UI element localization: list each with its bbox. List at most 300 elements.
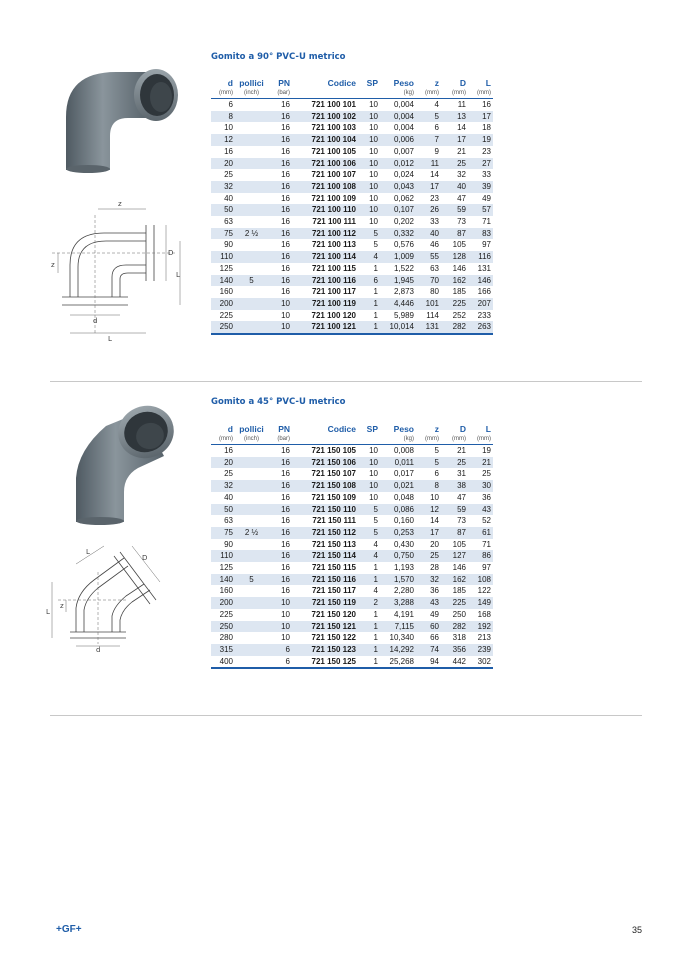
cell-D: 105 [452, 240, 466, 250]
cell-z: 36 [430, 586, 439, 596]
cell-codice: 721 100 102 [292, 111, 358, 123]
table-row [211, 310, 493, 322]
cell-sp: 4 [373, 586, 378, 596]
cell-sp: 10 [358, 204, 380, 216]
cell-d: 280 [219, 633, 233, 643]
col-header-z: z [434, 424, 439, 434]
cell-pollici [235, 504, 268, 516]
cell-D: 127 [441, 550, 468, 562]
col-header-L: L [485, 78, 491, 88]
dim-D-label: D [168, 249, 174, 257]
cell-D: 87 [441, 228, 468, 240]
table-row [211, 632, 493, 644]
cell-d: 315 [211, 644, 235, 656]
cell-codice: 721 100 119 [292, 298, 358, 310]
col-header-pn: PN [278, 424, 290, 434]
cell-pn: 16 [268, 550, 292, 562]
cell-z: 17 [416, 527, 441, 539]
cell-peso: 0,086 [380, 504, 416, 516]
cell-L: 213 [477, 633, 491, 643]
cell-pn: 16 [281, 193, 290, 203]
cell-D: 14 [457, 123, 466, 133]
cell-D: 185 [452, 586, 466, 596]
cell-sp: 10 [358, 457, 380, 469]
cell-d: 25 [224, 469, 233, 479]
cell-pn: 16 [268, 275, 292, 287]
cell-codice: 721 150 115 [311, 563, 356, 573]
cell-z: 5 [416, 457, 441, 469]
table-row [211, 656, 493, 669]
cell-codice: 721 150 125 [292, 656, 358, 669]
cell-d: 110 [211, 251, 235, 263]
table-header-row [211, 78, 493, 89]
cell-peso: 5,989 [393, 310, 414, 320]
cell-z: 14 [430, 516, 439, 526]
cell-d: 12 [211, 134, 235, 146]
cell-z: 70 [416, 275, 441, 287]
cell-pollici [235, 492, 268, 504]
cell-codice: 721 100 110 [292, 204, 358, 216]
cell-pn: 16 [281, 287, 290, 297]
elbow-45-table [211, 424, 493, 669]
cell-codice: 721 150 119 [292, 597, 358, 609]
cell-peso: 1,193 [393, 563, 414, 573]
cell-D: 225 [441, 298, 468, 310]
table-row [211, 263, 493, 275]
cell-sp: 10 [369, 146, 378, 156]
cell-pollici [235, 216, 268, 228]
cell-L: 108 [468, 574, 493, 586]
table-row [211, 492, 493, 504]
cell-D: 252 [452, 310, 466, 320]
cell-L: 207 [468, 298, 493, 310]
cell-d: 75 [211, 228, 235, 240]
cell-codice: 721 100 121 [292, 321, 358, 334]
cell-pn: 16 [268, 181, 292, 193]
cell-D: 59 [441, 504, 468, 516]
cell-pn: 16 [281, 563, 290, 573]
cell-pollici [235, 539, 268, 551]
cell-sp: 10 [358, 480, 380, 492]
cell-peso: 4,446 [380, 298, 416, 310]
elbow-45-photo [66, 400, 180, 528]
table-row [211, 146, 493, 158]
cell-L: 57 [468, 204, 493, 216]
cell-codice: 721 150 122 [311, 633, 356, 643]
cell-D: 146 [452, 263, 466, 273]
cell-pn: 16 [281, 586, 290, 596]
table-row [211, 204, 493, 216]
cell-D: 25 [441, 158, 468, 170]
section-90-title: Gomito a 90° PVC-U metrico [211, 52, 346, 62]
cell-z: 60 [416, 621, 441, 633]
cell-L: 131 [477, 263, 491, 273]
cell-L: 83 [468, 228, 493, 240]
cell-d: 140 [211, 275, 235, 287]
cell-pollici [235, 122, 268, 134]
cell-D: 356 [441, 644, 468, 656]
cell-pollici [235, 204, 268, 216]
table-row [211, 321, 493, 334]
cell-z: 7 [416, 134, 441, 146]
cell-L: 49 [482, 193, 491, 203]
cell-codice: 721 100 113 [311, 240, 356, 250]
page-number: 35 [632, 925, 643, 935]
cell-pollici: 2 ½ [235, 228, 268, 240]
cell-sp: 4 [358, 550, 380, 562]
cell-z: 5 [416, 111, 441, 123]
cell-L: 168 [477, 609, 491, 619]
unit-D: (mm) [441, 89, 468, 99]
cell-D: 38 [441, 480, 468, 492]
cell-pn: 10 [281, 633, 290, 643]
cell-peso: 10,014 [380, 321, 416, 334]
cell-codice: 721 100 111 [312, 217, 356, 227]
table-row [211, 228, 493, 240]
table-row [211, 562, 493, 574]
cell-peso: 10,340 [389, 633, 414, 643]
table-row [211, 550, 493, 562]
cell-L: 61 [468, 527, 493, 539]
col-header-pollici: pollici [239, 424, 264, 434]
cell-pollici: 5 [235, 275, 268, 287]
cell-D: 13 [441, 111, 468, 123]
cell-pollici [235, 158, 268, 170]
cell-peso: 0,021 [380, 480, 416, 492]
elbow-90-photo [58, 62, 186, 174]
elbow-45-drawing [46, 542, 166, 652]
cell-codice: 721 100 114 [292, 251, 358, 263]
cell-peso: 0,004 [393, 123, 414, 133]
col-header-codice: Codice [327, 78, 356, 88]
unit-codice [292, 435, 358, 445]
cell-sp: 1 [373, 263, 378, 273]
unit-pollici: (inch) [235, 435, 268, 445]
cell-D: 250 [452, 609, 466, 619]
cell-sp: 10 [369, 446, 378, 455]
table-row [211, 585, 493, 597]
cell-pn: 6 [268, 656, 292, 669]
cell-pn: 10 [268, 321, 292, 334]
cell-codice: 721 100 112 [292, 228, 358, 240]
cell-sp: 10 [358, 134, 380, 146]
cell-d: 400 [211, 656, 235, 669]
cell-peso: 1,009 [380, 251, 416, 263]
cell-pollici [235, 445, 268, 457]
table-row [211, 574, 493, 586]
cell-pn: 16 [281, 146, 290, 156]
cell-pn: 16 [281, 170, 290, 180]
cell-peso: 3,288 [380, 597, 416, 609]
cell-z: 55 [416, 251, 441, 263]
cell-L: 19 [468, 134, 493, 146]
cell-L: 43 [468, 504, 493, 516]
dim45-z-label: z [60, 602, 64, 610]
cell-z: 11 [416, 158, 441, 170]
cell-z: 25 [416, 550, 441, 562]
col-header-sp: SP [366, 424, 378, 434]
cell-z: 4 [434, 100, 439, 109]
cell-sp: 5 [358, 527, 380, 539]
cell-z: 20 [430, 539, 439, 549]
cell-d: 40 [224, 492, 233, 502]
cell-peso: 14,292 [380, 644, 416, 656]
cell-L: 86 [468, 550, 493, 562]
cell-codice: 721 150 107 [311, 469, 356, 479]
cell-d: 63 [224, 516, 233, 526]
cell-L: 18 [482, 123, 491, 133]
cell-peso: 0,107 [380, 204, 416, 216]
cell-pollici [235, 321, 268, 334]
cell-z: 114 [426, 310, 439, 320]
cell-D: 21 [457, 146, 466, 156]
cell-d: 32 [211, 480, 235, 492]
cell-codice: 721 150 112 [292, 527, 358, 539]
cell-d: 20 [211, 158, 235, 170]
table-row [211, 216, 493, 228]
cell-pollici [235, 99, 268, 111]
cell-pollici [235, 550, 268, 562]
cell-pn: 16 [268, 228, 292, 240]
cell-peso: 2,873 [393, 287, 414, 297]
cell-peso: 1,945 [380, 275, 416, 287]
table-row [211, 122, 493, 134]
cell-codice: 721 100 101 [311, 100, 356, 109]
cell-pollici [235, 562, 268, 574]
cell-codice: 721 100 115 [311, 263, 356, 273]
cell-peso: 0,253 [380, 527, 416, 539]
cell-pollici [235, 181, 268, 193]
table-row [211, 275, 493, 287]
cell-codice: 721 150 111 [312, 516, 356, 526]
table-row [211, 597, 493, 609]
cell-peso: 0,007 [393, 146, 414, 156]
col-header-D: D [459, 424, 466, 434]
cell-pollici [235, 146, 268, 158]
cell-D: 146 [452, 563, 466, 573]
cell-D: 59 [441, 204, 468, 216]
cell-L: 17 [468, 111, 493, 123]
cell-L: 302 [468, 656, 493, 669]
col-header-codice: Codice [327, 424, 356, 434]
cell-sp: 1 [358, 321, 380, 334]
cell-D: 73 [457, 516, 466, 526]
cell-pn: 16 [268, 527, 292, 539]
cell-d: 50 [211, 504, 235, 516]
unit-pn: (bar) [268, 89, 292, 99]
cell-L: 25 [482, 469, 491, 479]
cell-sp: 6 [358, 275, 380, 287]
cell-d: 225 [219, 609, 233, 619]
cell-peso: 0,004 [393, 100, 414, 109]
table-row [211, 193, 493, 205]
table-row [211, 644, 493, 656]
table-row [211, 99, 493, 111]
unit-D: (mm) [441, 435, 468, 445]
cell-D: 225 [441, 597, 468, 609]
col-header-peso: Peso [393, 78, 414, 88]
section-divider [50, 381, 642, 382]
cell-sp: 1 [358, 621, 380, 633]
cell-d: 50 [211, 204, 235, 216]
cell-L: 116 [468, 251, 493, 263]
cell-pn: 16 [268, 457, 292, 469]
unit-peso: (kg) [380, 435, 416, 445]
cell-D: 282 [441, 621, 468, 633]
cell-L: 19 [482, 446, 491, 455]
cell-pn: 16 [281, 469, 290, 479]
cell-z: 43 [416, 597, 441, 609]
cell-z: 12 [416, 504, 441, 516]
unit-sp [358, 89, 380, 99]
cell-sp: 4 [358, 251, 380, 263]
cell-pn: 10 [281, 310, 290, 320]
cell-L: 97 [482, 563, 491, 573]
cell-D: 25 [441, 457, 468, 469]
cell-z: 33 [430, 217, 439, 227]
cell-peso: 4,191 [393, 609, 414, 619]
cell-pollici [235, 310, 268, 322]
cell-pollici [235, 111, 268, 123]
cell-L: 233 [477, 310, 491, 320]
cell-L: 27 [468, 158, 493, 170]
col-header-pn: PN [278, 78, 290, 88]
cell-L: 192 [468, 621, 493, 633]
cell-pn: 16 [281, 263, 290, 273]
cell-z: 23 [430, 193, 439, 203]
cell-D: 442 [441, 656, 468, 669]
cell-z: 10 [430, 492, 439, 502]
dim45-L-top-label: L [86, 548, 90, 556]
cell-pollici [235, 644, 268, 656]
cell-D: 87 [441, 527, 468, 539]
cell-pollici [235, 632, 268, 644]
table-row [211, 158, 493, 170]
col-header-peso: Peso [393, 424, 414, 434]
cell-sp: 1 [373, 633, 378, 643]
cell-sp: 5 [358, 504, 380, 516]
cell-pollici [235, 597, 268, 609]
cell-pn: 16 [268, 504, 292, 516]
cell-D: 128 [441, 251, 468, 263]
cell-codice: 721 100 105 [311, 146, 356, 156]
unit-z: (mm) [416, 89, 441, 99]
cell-peso: 2,280 [393, 586, 414, 596]
cell-z: 63 [430, 263, 439, 273]
cell-d: 160 [219, 287, 233, 297]
cell-sp: 10 [358, 181, 380, 193]
table-row [211, 621, 493, 633]
table-row [211, 480, 493, 492]
col-header-D: D [459, 78, 466, 88]
cell-pollici [235, 169, 268, 181]
dim45-d-label: d [96, 646, 101, 652]
cell-z: 28 [430, 563, 439, 573]
cell-pollici [235, 621, 268, 633]
cell-z: 6 [434, 469, 439, 479]
cell-z: 9 [434, 146, 439, 156]
table-row [211, 298, 493, 310]
cell-peso: 1,570 [380, 574, 416, 586]
cell-codice: 721 150 106 [292, 457, 358, 469]
cell-D: 105 [452, 539, 466, 549]
cell-pn: 16 [281, 492, 290, 502]
cell-codice: 721 100 107 [311, 170, 356, 180]
cell-d: 90 [224, 539, 233, 549]
cell-d: 200 [211, 298, 235, 310]
table-row [211, 609, 493, 621]
cell-pn: 10 [268, 298, 292, 310]
cell-D: 17 [441, 134, 468, 146]
cell-z: 66 [430, 633, 439, 643]
cell-pn: 16 [268, 111, 292, 123]
unit-pollici: (inch) [235, 89, 268, 99]
table-row [211, 169, 493, 181]
cell-pn: 16 [268, 204, 292, 216]
cell-d: 63 [224, 217, 233, 227]
cell-sp: 4 [373, 539, 378, 549]
cell-pn: 16 [268, 480, 292, 492]
cell-L: 39 [468, 181, 493, 193]
cell-z: 80 [430, 287, 439, 297]
cell-z: 6 [434, 123, 439, 133]
cell-codice: 721 150 116 [292, 574, 358, 586]
dim45-L-side-label: L [46, 608, 50, 616]
cell-d: 10 [224, 123, 233, 133]
table-row [211, 181, 493, 193]
cell-sp: 5 [373, 240, 378, 250]
cell-pollici [235, 656, 268, 669]
cell-peso: 0,430 [393, 539, 414, 549]
cell-d: 250 [211, 321, 235, 334]
cell-pollici [235, 134, 268, 146]
cell-peso: 0,017 [393, 469, 414, 479]
cell-codice: 721 100 108 [292, 181, 358, 193]
cell-peso: 0,012 [380, 158, 416, 170]
cell-pollici [235, 298, 268, 310]
cell-peso: 0,048 [393, 492, 414, 502]
cell-codice: 721 100 106 [292, 158, 358, 170]
cell-pn: 6 [268, 644, 292, 656]
cell-peso: 25,268 [380, 656, 416, 669]
cell-D: 47 [457, 193, 466, 203]
cell-z: 49 [430, 609, 439, 619]
cell-D: 162 [441, 574, 468, 586]
cell-sp: 1 [358, 644, 380, 656]
unit-codice [292, 89, 358, 99]
cell-d: 75 [211, 527, 235, 539]
col-header-sp: SP [366, 78, 378, 88]
cell-L: 122 [477, 586, 491, 596]
cell-codice: 721 150 108 [292, 480, 358, 492]
table-row [211, 286, 493, 298]
cell-pn: 16 [281, 446, 290, 455]
cell-D: 31 [457, 469, 466, 479]
cell-sp: 5 [358, 228, 380, 240]
cell-pollici [235, 457, 268, 469]
cell-L: 71 [482, 217, 491, 227]
cell-L: 263 [468, 321, 493, 334]
cell-pn: 16 [281, 123, 290, 133]
cell-peso: 0,332 [380, 228, 416, 240]
cell-peso: 0,004 [380, 111, 416, 123]
cell-peso: 0,006 [380, 134, 416, 146]
cell-sp: 10 [358, 111, 380, 123]
cell-pollici [235, 609, 268, 621]
cell-L: 16 [482, 100, 491, 109]
cell-sp: 5 [373, 516, 378, 526]
cell-pollici [235, 468, 268, 480]
